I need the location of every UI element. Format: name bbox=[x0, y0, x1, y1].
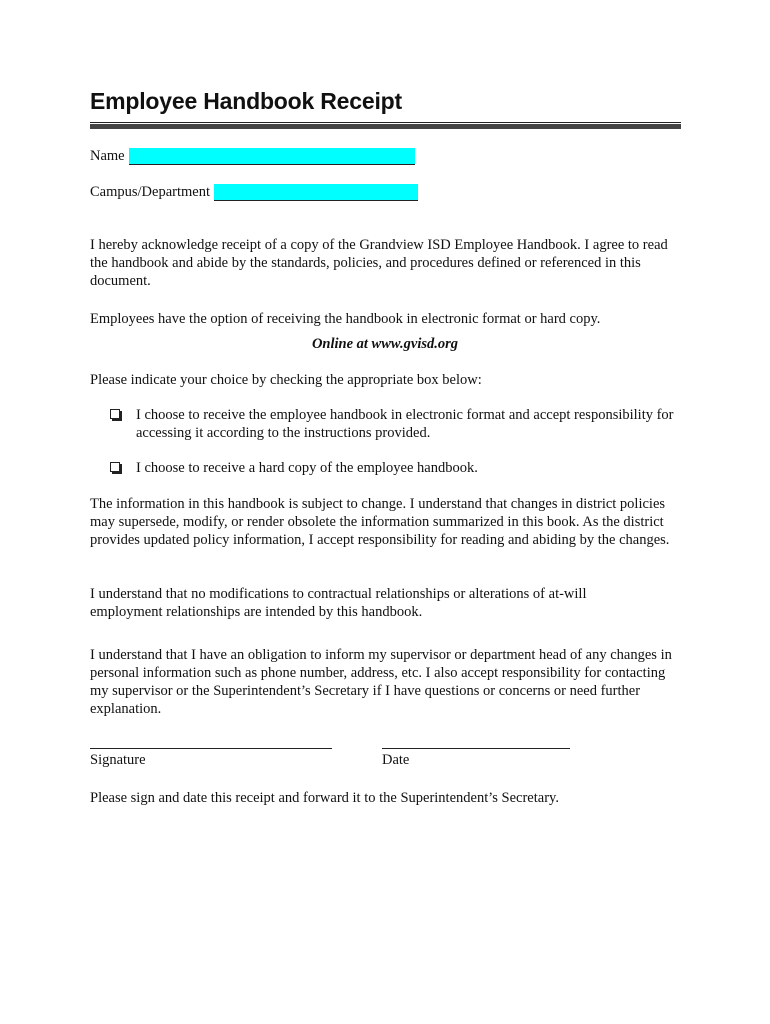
date-label: Date bbox=[382, 752, 410, 768]
choice-hard-copy bbox=[110, 459, 690, 477]
name-label: Name bbox=[90, 148, 125, 164]
name-field-row bbox=[90, 147, 415, 165]
name-input[interactable] bbox=[129, 148, 415, 165]
indicate-paragraph: Please indicate your choice by checking the appropriate box below: bbox=[90, 372, 482, 388]
obligation-paragraph: I understand that I have an obligation to inform my supervisor or department head of any changes in personal information such as phone number, address, etc. I also accept responsibility for contacting my supervisor or the Superintendent’s Secretary if I have questions or concerns or need further explanation. bbox=[90, 647, 672, 717]
contractual-paragraph: I understand that no modifications to contractual relationships or alterations of at-will employment relationships are intended by this handbook. bbox=[90, 586, 587, 620]
campus-department-input[interactable] bbox=[214, 184, 418, 201]
change-paragraph: The information in this handbook is subject to change. I understand that changes in district policies may supersede, modify, or render obsolete the information summarized in this book. As the district provides updated policy information, I accept responsibility for reading and abiding by the changes. bbox=[90, 496, 670, 548]
forward-paragraph: Please sign and date this receipt and forward it to the Superintendent’s Secretary. bbox=[90, 790, 559, 806]
electronic-checkbox[interactable] bbox=[110, 409, 120, 419]
title-rule-thick bbox=[90, 124, 681, 129]
acknowledge-paragraph: I hereby acknowledge receipt of a copy of the Grandview ISD Employee Handbook. I agree to read the handbook and abide by the standards, policies, and procedures defined or referenced in this document. bbox=[90, 237, 668, 289]
option-paragraph: Employees have the option of receiving the handbook in electronic format or hard copy. bbox=[90, 311, 601, 327]
campus-field-row bbox=[90, 183, 418, 201]
signature-label: Signature bbox=[90, 752, 146, 768]
signature-line[interactable] bbox=[90, 748, 332, 749]
choice-hard-copy-label: I choose to receive a hard copy of the employee handbook. bbox=[136, 460, 478, 476]
title-rule-thin bbox=[90, 122, 681, 123]
choice-electronic-label: I choose to receive the employee handbook in electronic format and accept responsibility for accessing it according to the instructions provided. bbox=[136, 407, 674, 441]
online-link-text: Online at www.gvisd.org bbox=[311, 336, 459, 352]
hard-copy-checkbox[interactable] bbox=[110, 462, 120, 472]
choice-electronic bbox=[110, 406, 690, 442]
campus-department-label: Campus/Department bbox=[90, 184, 211, 200]
page-title: Employee Handbook Receipt bbox=[90, 88, 402, 114]
date-line[interactable] bbox=[382, 748, 570, 749]
